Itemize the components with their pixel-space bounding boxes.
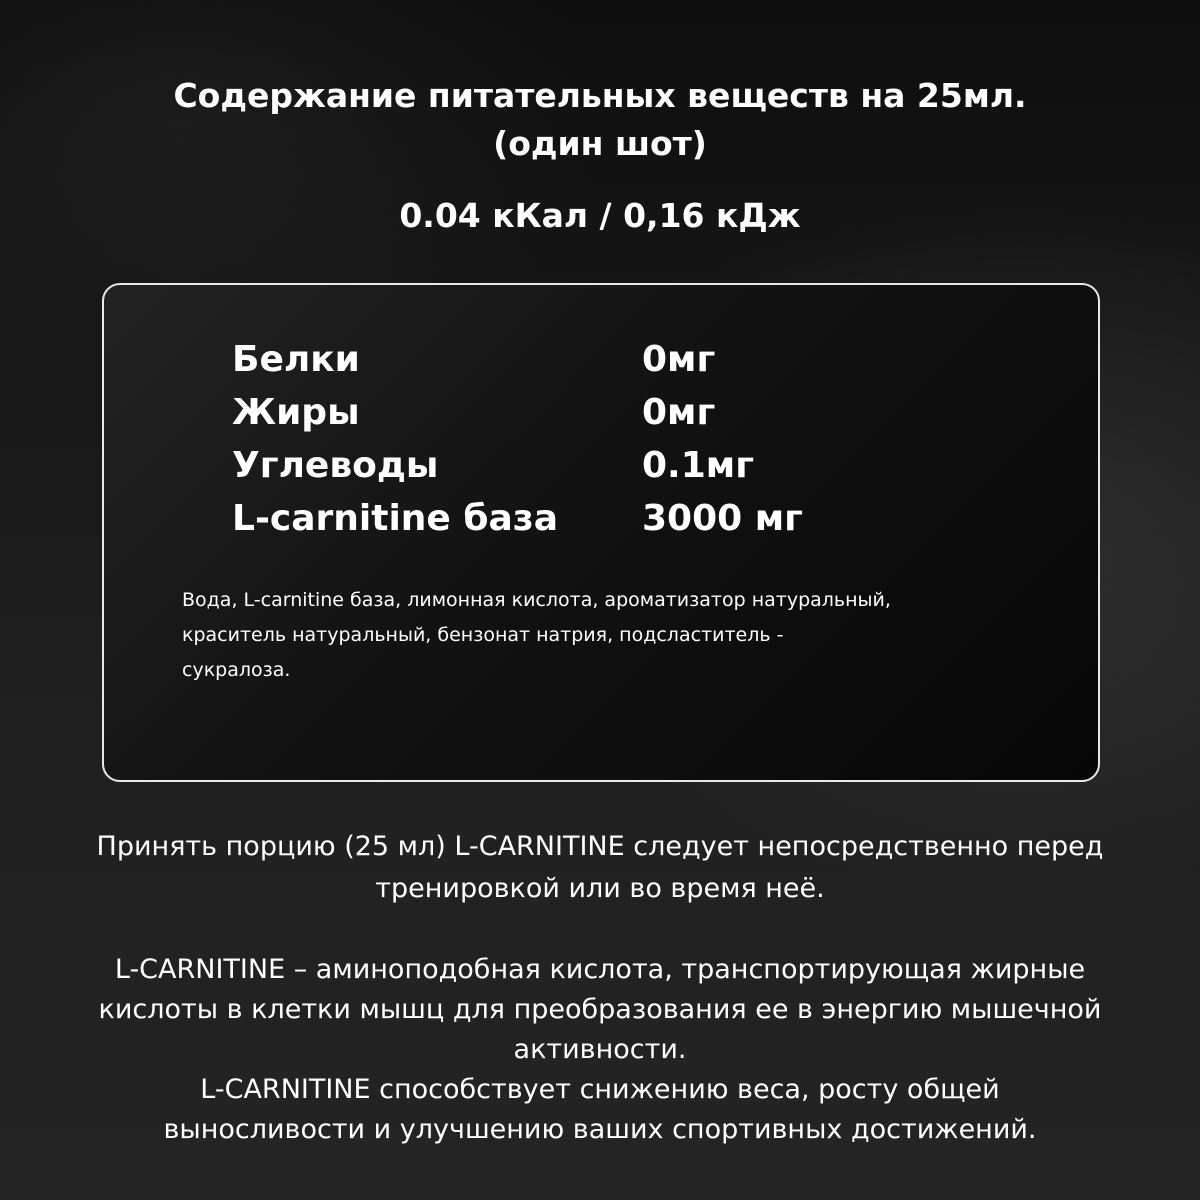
description-line: активности.	[513, 1034, 687, 1065]
description-line: L-CARNITINE способствует снижению веса, росту общей	[200, 1074, 1000, 1105]
usage-line: тренировкой или во время неё.	[375, 873, 825, 904]
product-description	[20, 950, 1180, 1150]
nutrient-row-carbs	[232, 439, 992, 492]
ingredients-line: сукралоза.	[182, 659, 291, 681]
nutrient-row-protein	[232, 333, 992, 386]
page-title	[0, 72, 1200, 168]
nutrient-table	[232, 333, 992, 545]
ingredients-line: Вода, L-carnitine база, лимонная кислота, ароматизатор натуральный,	[182, 589, 891, 611]
nutrient-value: 0мг	[642, 392, 716, 433]
nutrient-value: 3000 мг	[642, 498, 803, 539]
nutrient-row-carnitine	[232, 492, 992, 545]
title-line-1: Содержание питательных веществ на 25мл.	[173, 76, 1027, 115]
nutrient-row-fat	[232, 386, 992, 439]
description-line: выносливости и улучшению ваших спортивных достижений.	[163, 1114, 1037, 1145]
usage-line: Принять порцию (25 мл) L-CARNITINE следует непосредственно перед	[96, 831, 1104, 862]
nutrient-value: 0.1мг	[642, 445, 755, 486]
description-line: кислоты в клетки мышц для преобразования ее в энергию мышечной	[98, 994, 1102, 1025]
nutrient-name: Белки	[232, 339, 360, 380]
nutrient-name: Углеводы	[232, 445, 439, 486]
energy-value: 0.04 кКал / 0,16 кДж	[399, 196, 801, 235]
nutrient-name: L-carnitine база	[232, 498, 559, 539]
ingredients-line: краситель натуральный, бензонат натрия, подсластитель -	[182, 624, 784, 646]
ingredients-text	[182, 583, 1062, 688]
description-line: L-CARNITINE – аминоподобная кислота, транспортирующая жирные	[114, 954, 1086, 985]
title-line-2: (один шот)	[493, 124, 707, 163]
nutrient-name: Жиры	[232, 392, 360, 433]
nutrient-value: 0мг	[642, 339, 716, 380]
usage-instructions	[20, 826, 1180, 910]
nutrition-card	[102, 283, 1100, 782]
